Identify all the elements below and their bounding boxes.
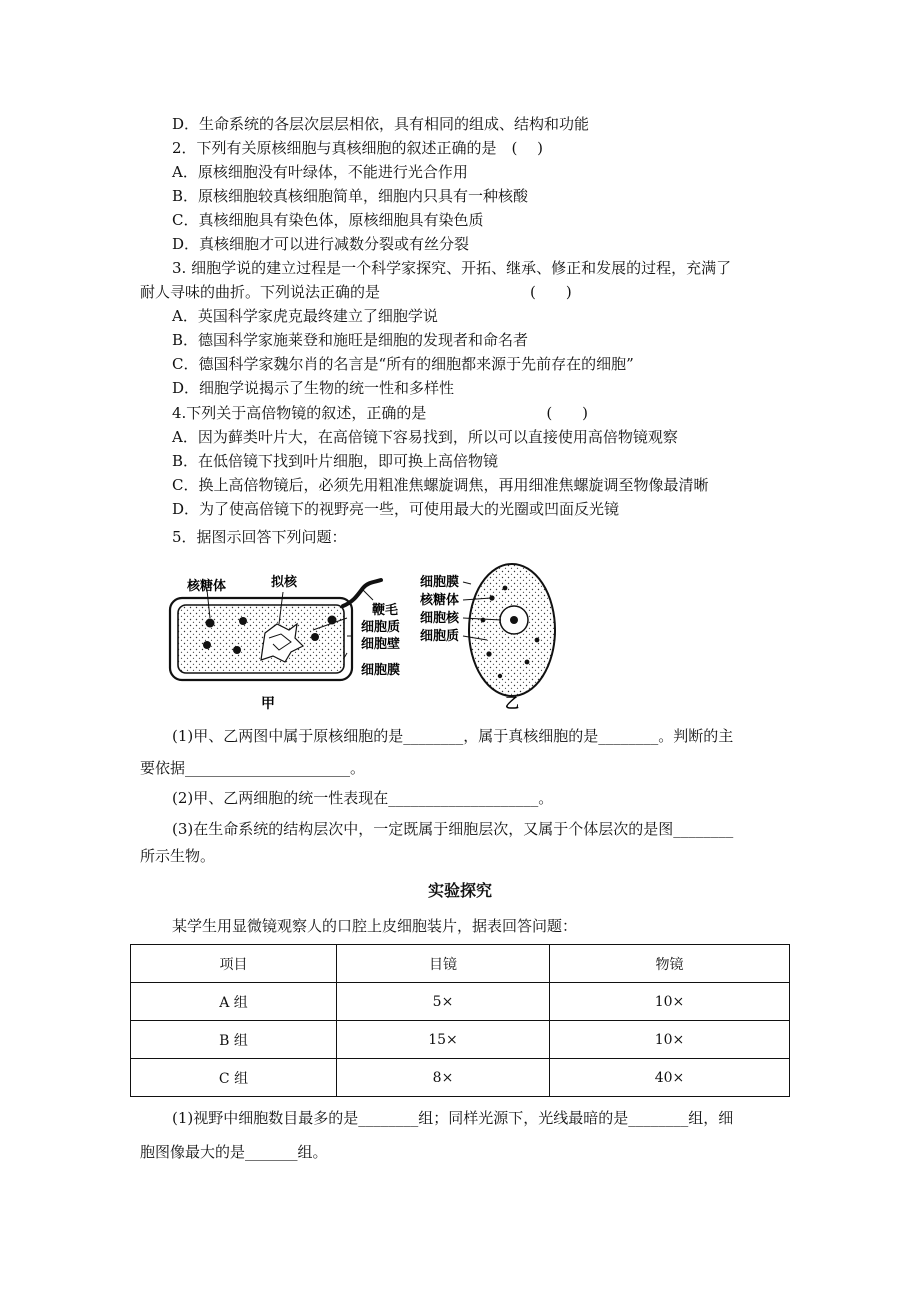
question-4-option-a: A．因为藓类叶片大，在高倍镜下容易找到，所以可以直接使用高倍物镜观察 [172, 428, 678, 446]
table-cell: A 组 [131, 983, 337, 1021]
table-cell: 10× [550, 983, 790, 1021]
question-4-stem: 4.下列关于高倍物镜的叙述，正确的是 ( ) [172, 404, 589, 422]
table-cell: B 组 [131, 1021, 337, 1059]
prokaryotic-cell-diagram [170, 574, 400, 712]
ribosome-dot [239, 617, 247, 625]
cell-membrane-outline [178, 605, 344, 673]
table-cell: 5× [337, 983, 550, 1021]
question-3-stem-line-2: 耐人寻味的曲折。下列说法正确的是 ( ) [140, 283, 572, 301]
table-row [131, 1021, 790, 1059]
microscope-table [130, 944, 790, 1097]
question-5-stem: 5．据图示回答下列问题： [172, 528, 347, 546]
ribosome-dot [486, 651, 491, 656]
question-3-option-b: B．德国科学家施莱登和施旺是细胞的发现者和命名者 [172, 331, 529, 349]
question-3-option-d: D．细胞学说揭示了生物的统一性和多样性 [172, 379, 455, 397]
table-row [131, 983, 790, 1021]
section-title: 实验探究 [427, 881, 492, 900]
experiment-intro: 某学生用显微镜观察人的口腔上皮细胞装片，据表回答问题： [172, 917, 578, 935]
question-4-option-b: B．在低倍镜下找到叶片细胞，即可换上高倍物镜 [172, 452, 499, 470]
table-cell: C 组 [131, 1059, 337, 1097]
label-cytoplasm-jia: 细胞质 [361, 620, 401, 635]
label-flagellum: 鞭毛 [372, 603, 399, 618]
table-header-cell: 项目 [131, 945, 337, 983]
table-cell: 8× [337, 1059, 550, 1097]
caption-jia: 甲 [261, 696, 275, 712]
question-4-option-c: C．换上高倍物镜后，必须先用粗准焦螺旋调焦，再用细准焦螺旋调至物像最清晰 [172, 476, 709, 494]
answer-1-line-2: 胞图像最大的是_______组。 [140, 1143, 328, 1161]
question-2-stem: 2．下列有关原核细胞与真核细胞的叙述正确的是 ( ) [172, 139, 544, 157]
question-3-stem-line-1: 3. 细胞学说的建立过程是一个科学家探究、开拓、继承、修正和发展的过程，充满了 [172, 259, 732, 277]
ribosome-dot [206, 619, 215, 628]
table-header-cell: 物镜 [550, 945, 790, 983]
question-5-part-1-line-1: (1)甲、乙两图中属于原核细胞的是________，属于真核细胞的是________。判断的主 [172, 727, 734, 745]
question-2-option-a: A．原核细胞没有叶绿体，不能进行光合作用 [172, 163, 468, 181]
ribosome-dot [233, 646, 241, 654]
question-3-option-c: C．德国科学家魏尔肖的名言是“所有的细胞都来源于先前存在的细胞” [172, 355, 634, 373]
table-row [131, 1059, 790, 1097]
question-2-option-c: C．真核细胞具有染色体，原核细胞具有染色质 [172, 211, 484, 229]
ribosome-dot [525, 660, 530, 665]
table-header-row [131, 945, 790, 983]
answer-1-line-1: (1)视野中细胞数目最多的是________组；同样光源下，光线最暗的是________组，细 [172, 1109, 734, 1127]
ribosome-dot [481, 618, 486, 623]
ribosome-dot [311, 633, 319, 641]
question-2-option-d: D．真核细胞才可以进行减数分裂或有丝分裂 [172, 235, 470, 253]
question-5-part-3-line-1: (3)在生命系统的结构层次中，一定既属于细胞层次，又属于个体层次的是图________ [172, 820, 734, 838]
question-4-option-d: D．为了使高倍镜下的视野亮一些，可使用最大的光圈或凹面反光镜 [172, 500, 620, 518]
question-3-option-a: A．英国科学家虎克最终建立了细胞学说 [172, 307, 438, 325]
question-2-option-b: B．原核细胞较真核细胞简单，细胞内只具有一种核酸 [172, 187, 529, 205]
ribosome-dot [498, 674, 502, 678]
label-membrane-jia: 细胞膜 [361, 663, 401, 678]
label-cell-wall: 细胞壁 [361, 637, 401, 652]
label-cytoplasm-yi: 细胞质 [420, 629, 460, 644]
question-5-part-3-line-2: 所示生物。 [140, 847, 216, 865]
eukaryotic-cell-diagram [419, 564, 555, 712]
cell-diagram-figure [165, 558, 565, 718]
label-ribosome-yi: 核糖体 [420, 593, 460, 608]
table-cell: 15× [337, 1021, 550, 1059]
table-cell: 10× [550, 1021, 790, 1059]
label-membrane-yi: 细胞膜 [420, 575, 460, 590]
table-cell: 40× [550, 1059, 790, 1097]
label-ribosome-jia: 核糖体 [187, 579, 227, 594]
label-nucleoid: 拟核 [271, 575, 298, 590]
question-5-part-1-line-2: 要依据______________________。 [140, 759, 366, 777]
table-header-cell: 目镜 [337, 945, 550, 983]
question-1-option-d: D．生命系统的各层次层层相依，具有相同的组成、结构和功能 [172, 115, 590, 133]
ribosome-dot [203, 641, 211, 649]
caption-yi: 乙 [505, 696, 519, 712]
ribosome-dot [503, 586, 508, 591]
label-nucleus: 细胞核 [420, 611, 460, 626]
question-5-part-2: (2)甲、乙两细胞的统一性表现在____________________。 [172, 789, 554, 807]
ribosome-dot [535, 638, 540, 643]
